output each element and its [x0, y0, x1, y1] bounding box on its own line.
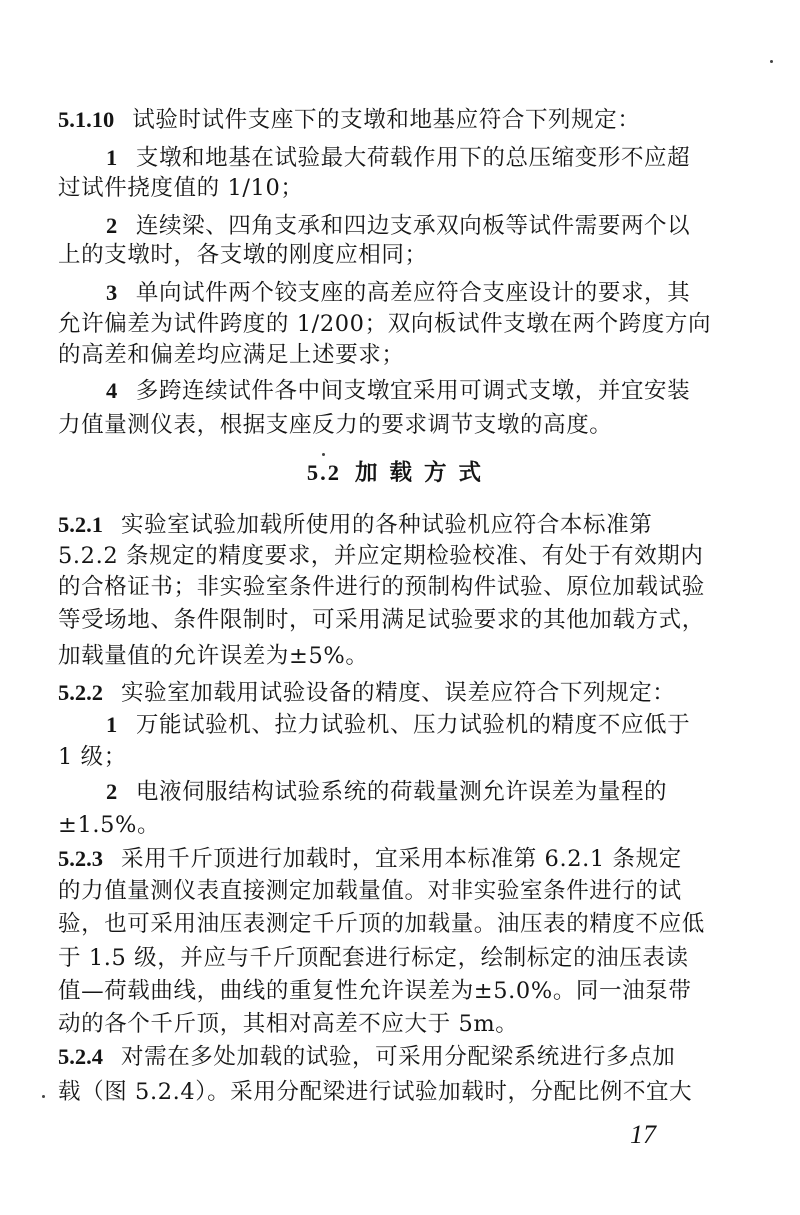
list-item-continuation: 1 级；	[58, 744, 127, 770]
clause-5-2-1-line: 5.2.1 实验室试验加载所使用的各种试验机应符合本标准第	[58, 512, 653, 538]
list-item-continuation: 允许偏差为试件跨度的 1/200；双向板试件支墩在两个跨度方向	[58, 311, 712, 337]
clause-5-1-10-intro: 5.1.10 试验时试件支座下的支墩和地基应符合下列规定：	[58, 107, 641, 133]
clause-5-2-3-line: 于 1.5 级，并应与千斤顶配套进行标定，绘制标定的油压表读	[58, 945, 689, 971]
list-item-continuation: 的高差和偏差均应满足上述要求；	[58, 342, 405, 368]
clause-number: 5.2.2	[58, 680, 103, 705]
clause-5-2-4-line: 载（图 5.2.4）。采用分配梁进行试验加载时，分配比例不宜大	[58, 1079, 693, 1105]
list-item: 2 连续梁、四角支承和四边支承双向板等试件需要两个以	[106, 213, 691, 239]
clause-5-2-4-line: 5.2.4 对需在多处加载的试验，可采用分配梁系统进行多点加	[58, 1044, 676, 1070]
scan-speck	[770, 60, 773, 63]
section-title: 5.2 加载方式	[306, 460, 494, 486]
clause-5-2-3-line: 值—荷载曲线，曲线的重复性允许误差为±5.0%。同一油泵带	[58, 978, 692, 1004]
clause-number: 5.2.3	[58, 846, 103, 871]
clause-5-2-3-line: 动的各个千斤顶，其相对高差不应大于 5m。	[58, 1011, 519, 1037]
clause-number: 5.2.4	[58, 1044, 103, 1069]
list-item: 3 单向试件两个铰支座的高差应符合支座设计的要求，其	[106, 280, 691, 306]
clause-5-2-1-line: 5.2.2 条规定的精度要求，并应定期检验校准、有处于有效期内	[58, 543, 704, 569]
list-item: 4 多跨连续试件各中间支墩宜采用可调式支墩，并宜安装	[106, 378, 691, 404]
list-item-continuation: 上的支墩时，各支墩的刚度应相同；	[58, 242, 428, 268]
page-number: 17	[630, 1120, 656, 1149]
clause-number: 5.1.10	[58, 107, 115, 132]
scan-speck	[42, 1095, 45, 1098]
clause-5-2-2-intro: 5.2.2 实验室加载用试验设备的精度、误差应符合下列规定：	[58, 680, 676, 706]
list-item-continuation: ±1.5%。	[58, 812, 161, 838]
list-item-continuation: 力值量测仪表，根据支座反力的要求调节支墩的高度。	[58, 412, 613, 438]
clause-5-2-3-line: 5.2.3 采用千斤顶进行加载时，宜采用本标准第 6.2.1 条规定	[58, 846, 682, 872]
clause-number: 5.2.1	[58, 512, 103, 537]
list-item: 2 电液伺服结构试验系统的荷载量测允许误差为量程的	[106, 779, 668, 805]
clause-5-2-3-line: 验，也可采用油压表测定千斤顶的加载量。油压表的精度不应低	[58, 911, 705, 937]
list-item: 1 万能试验机、拉力试验机、压力试验机的精度不应低于	[106, 712, 691, 738]
clause-5-2-1-line: 加载量值的允许误差为±5%。	[58, 643, 369, 669]
clause-5-2-1-line: 等受场地、条件限制时，可采用满足试验要求的其他加载方式，	[58, 607, 705, 633]
clause-5-2-3-line: 的力值量测仪表直接测定加载量值。对非实验室条件进行的试	[58, 878, 682, 904]
list-item-continuation: 过试件挠度值的 1/10；	[58, 175, 304, 201]
clause-5-2-1-line: 的合格证书；非实验室条件进行的预制构件试验、原位加载试验	[58, 574, 705, 600]
scan-speck	[322, 453, 325, 456]
list-item: 1 支墩和地基在试验最大荷载作用下的总压缩变形不应超	[106, 145, 691, 171]
